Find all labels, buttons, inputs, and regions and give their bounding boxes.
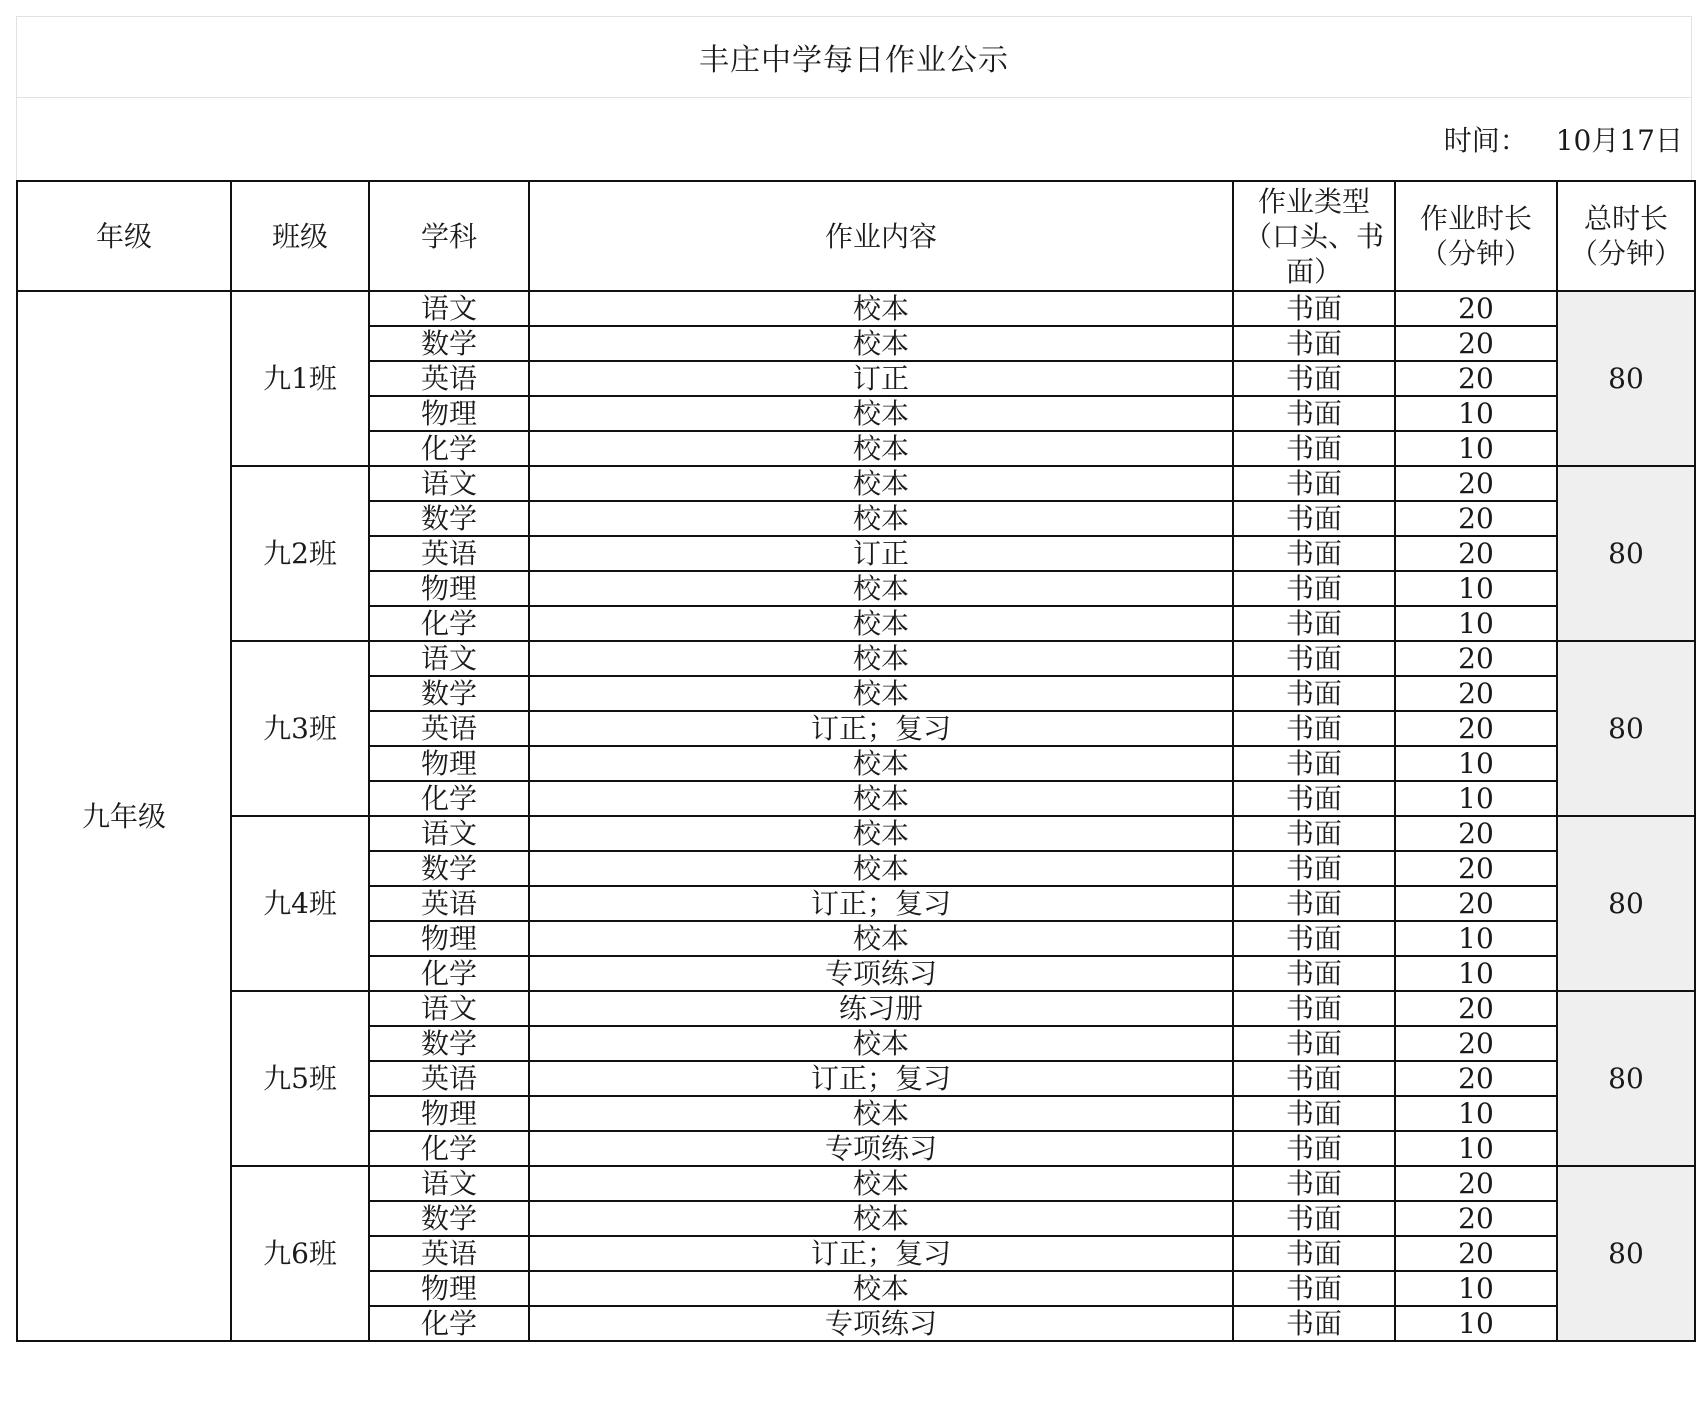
minutes-cell: 10	[1395, 431, 1557, 466]
subject-cell: 语文	[369, 641, 529, 676]
type-cell: 书面	[1233, 816, 1395, 851]
content-cell: 订正	[529, 536, 1233, 571]
content-cell: 校本	[529, 571, 1233, 606]
subject-cell: 英语	[369, 711, 529, 746]
content-cell: 订正；复习	[529, 886, 1233, 921]
type-cell: 书面	[1233, 781, 1395, 816]
class-cell: 九5班	[231, 991, 369, 1166]
type-cell: 书面	[1233, 956, 1395, 991]
minutes-cell: 20	[1395, 326, 1557, 361]
type-cell: 书面	[1233, 326, 1395, 361]
header-row	[17, 181, 1695, 291]
content-cell: 订正；复习	[529, 711, 1233, 746]
subject-cell: 数学	[369, 1026, 529, 1061]
content-cell: 校本	[529, 1166, 1233, 1201]
total-cell: 80	[1557, 1166, 1695, 1341]
type-cell: 书面	[1233, 1306, 1395, 1341]
header-type	[1233, 181, 1395, 291]
header-type-line2: （口头、书	[1243, 219, 1384, 253]
content-cell: 校本	[529, 781, 1233, 816]
content-cell: 校本	[529, 1026, 1233, 1061]
minutes-cell: 10	[1395, 1096, 1557, 1131]
minutes-cell: 10	[1395, 781, 1557, 816]
minutes-cell: 20	[1395, 641, 1557, 676]
type-cell: 书面	[1233, 1061, 1395, 1096]
table-row	[17, 291, 1695, 326]
table-row	[17, 816, 1695, 851]
content-cell: 校本	[529, 291, 1233, 326]
content-cell: 专项练习	[529, 1306, 1233, 1341]
subject-cell: 物理	[369, 571, 529, 606]
subject-cell: 语文	[369, 991, 529, 1026]
minutes-cell: 20	[1395, 466, 1557, 501]
subject-cell: 物理	[369, 746, 529, 781]
minutes-cell: 10	[1395, 1306, 1557, 1341]
minutes-cell: 20	[1395, 536, 1557, 571]
type-cell: 书面	[1233, 1026, 1395, 1061]
minutes-cell: 20	[1395, 1236, 1557, 1271]
content-cell: 校本	[529, 606, 1233, 641]
type-cell: 书面	[1233, 1271, 1395, 1306]
minutes-cell: 10	[1395, 396, 1557, 431]
total-cell: 80	[1557, 991, 1695, 1166]
header-duration-line2: （分钟）	[1419, 237, 1532, 270]
type-cell: 书面	[1233, 291, 1395, 326]
subject-cell: 英语	[369, 361, 529, 396]
content-cell: 练习册	[529, 991, 1233, 1026]
type-cell: 书面	[1233, 536, 1395, 571]
homework-table	[16, 180, 1696, 1342]
minutes-cell: 10	[1395, 746, 1557, 781]
subject-cell: 语文	[369, 291, 529, 326]
header-content: 作业内容	[529, 181, 1233, 291]
subject-cell: 英语	[369, 1061, 529, 1096]
content-cell: 校本	[529, 1271, 1233, 1306]
type-cell: 书面	[1233, 501, 1395, 536]
type-cell: 书面	[1233, 1096, 1395, 1131]
subject-cell: 物理	[369, 921, 529, 956]
content-cell: 校本	[529, 1201, 1233, 1236]
content-cell: 校本	[529, 431, 1233, 466]
total-cell: 80	[1557, 466, 1695, 641]
content-cell: 订正	[529, 361, 1233, 396]
type-cell: 书面	[1233, 851, 1395, 886]
type-cell: 书面	[1233, 921, 1395, 956]
date-label: 时间：	[1443, 124, 1528, 157]
date-row	[16, 98, 1692, 180]
content-cell: 校本	[529, 676, 1233, 711]
minutes-cell: 20	[1395, 291, 1557, 326]
type-cell: 书面	[1233, 641, 1395, 676]
minutes-cell: 10	[1395, 1271, 1557, 1306]
total-cell: 80	[1557, 641, 1695, 816]
content-cell: 订正；复习	[529, 1061, 1233, 1096]
minutes-cell: 10	[1395, 1131, 1557, 1166]
subject-cell: 英语	[369, 1236, 529, 1271]
minutes-cell: 20	[1395, 676, 1557, 711]
subject-cell: 化学	[369, 781, 529, 816]
table-body	[17, 291, 1695, 1341]
subject-cell: 语文	[369, 1166, 529, 1201]
subject-cell: 数学	[369, 676, 529, 711]
class-cell: 九4班	[231, 816, 369, 991]
type-cell: 书面	[1233, 396, 1395, 431]
content-cell: 校本	[529, 746, 1233, 781]
type-cell: 书面	[1233, 1131, 1395, 1166]
subject-cell: 语文	[369, 816, 529, 851]
total-cell: 80	[1557, 816, 1695, 991]
minutes-cell: 20	[1395, 1061, 1557, 1096]
type-cell: 书面	[1233, 746, 1395, 781]
class-cell: 九3班	[231, 641, 369, 816]
header-class: 班级	[231, 181, 369, 291]
subject-cell: 物理	[369, 1096, 529, 1131]
type-cell: 书面	[1233, 886, 1395, 921]
class-cell: 九1班	[231, 291, 369, 466]
content-cell: 校本	[529, 921, 1233, 956]
class-cell: 九6班	[231, 1166, 369, 1341]
content-cell: 校本	[529, 501, 1233, 536]
type-cell: 书面	[1233, 466, 1395, 501]
subject-cell: 化学	[369, 956, 529, 991]
subject-cell: 物理	[369, 1271, 529, 1306]
type-cell: 书面	[1233, 361, 1395, 396]
minutes-cell: 20	[1395, 1201, 1557, 1236]
minutes-cell: 20	[1395, 361, 1557, 396]
minutes-cell: 10	[1395, 921, 1557, 956]
table-row	[17, 641, 1695, 676]
page-title: 丰庄中学每日作业公示	[16, 16, 1692, 98]
minutes-cell: 20	[1395, 1166, 1557, 1201]
content-cell: 订正；复习	[529, 1236, 1233, 1271]
type-cell: 书面	[1233, 711, 1395, 746]
type-cell: 书面	[1233, 606, 1395, 641]
subject-cell: 化学	[369, 1306, 529, 1341]
header-duration-line1: 作业时长	[1419, 202, 1532, 235]
type-cell: 书面	[1233, 1166, 1395, 1201]
minutes-cell: 20	[1395, 711, 1557, 746]
subject-cell: 英语	[369, 536, 529, 571]
minutes-cell: 20	[1395, 991, 1557, 1026]
header-type-line1: 作业类型	[1257, 184, 1370, 218]
table-row	[17, 991, 1695, 1026]
subject-cell: 数学	[369, 1201, 529, 1236]
content-cell: 专项练习	[529, 956, 1233, 991]
minutes-cell: 20	[1395, 816, 1557, 851]
content-cell: 校本	[529, 396, 1233, 431]
subject-cell: 物理	[369, 396, 529, 431]
subject-cell: 数学	[369, 851, 529, 886]
subject-cell: 化学	[369, 606, 529, 641]
content-cell: 校本	[529, 816, 1233, 851]
content-cell: 校本	[529, 466, 1233, 501]
class-cell: 九2班	[231, 466, 369, 641]
minutes-cell: 10	[1395, 956, 1557, 991]
date-value: 10月17日	[1555, 124, 1683, 157]
header-grade: 年级	[17, 181, 231, 291]
header-duration	[1395, 181, 1557, 291]
content-cell: 校本	[529, 1096, 1233, 1131]
content-cell: 校本	[529, 851, 1233, 886]
table-row	[17, 1166, 1695, 1201]
total-cell: 80	[1557, 291, 1695, 466]
subject-cell: 化学	[369, 431, 529, 466]
subject-cell: 化学	[369, 1131, 529, 1166]
header-total	[1557, 181, 1695, 291]
grade-cell: 九年级	[17, 291, 231, 1341]
type-cell: 书面	[1233, 676, 1395, 711]
minutes-cell: 20	[1395, 851, 1557, 886]
minutes-cell: 10	[1395, 571, 1557, 606]
minutes-cell: 20	[1395, 501, 1557, 536]
content-cell: 校本	[529, 641, 1233, 676]
subject-cell: 英语	[369, 886, 529, 921]
subject-cell: 数学	[369, 326, 529, 361]
table-row	[17, 466, 1695, 501]
header-type-line3: 面）	[1285, 254, 1342, 288]
header-total-line2: （分钟）	[1569, 237, 1682, 270]
content-cell: 专项练习	[529, 1131, 1233, 1166]
minutes-cell: 20	[1395, 1026, 1557, 1061]
header-total-line1: 总时长	[1583, 202, 1668, 235]
type-cell: 书面	[1233, 1236, 1395, 1271]
subject-cell: 语文	[369, 466, 529, 501]
type-cell: 书面	[1233, 571, 1395, 606]
minutes-cell: 20	[1395, 886, 1557, 921]
type-cell: 书面	[1233, 1201, 1395, 1236]
header-subject: 学科	[369, 181, 529, 291]
subject-cell: 数学	[369, 501, 529, 536]
type-cell: 书面	[1233, 991, 1395, 1026]
content-cell: 校本	[529, 326, 1233, 361]
type-cell: 书面	[1233, 431, 1395, 466]
minutes-cell: 10	[1395, 606, 1557, 641]
